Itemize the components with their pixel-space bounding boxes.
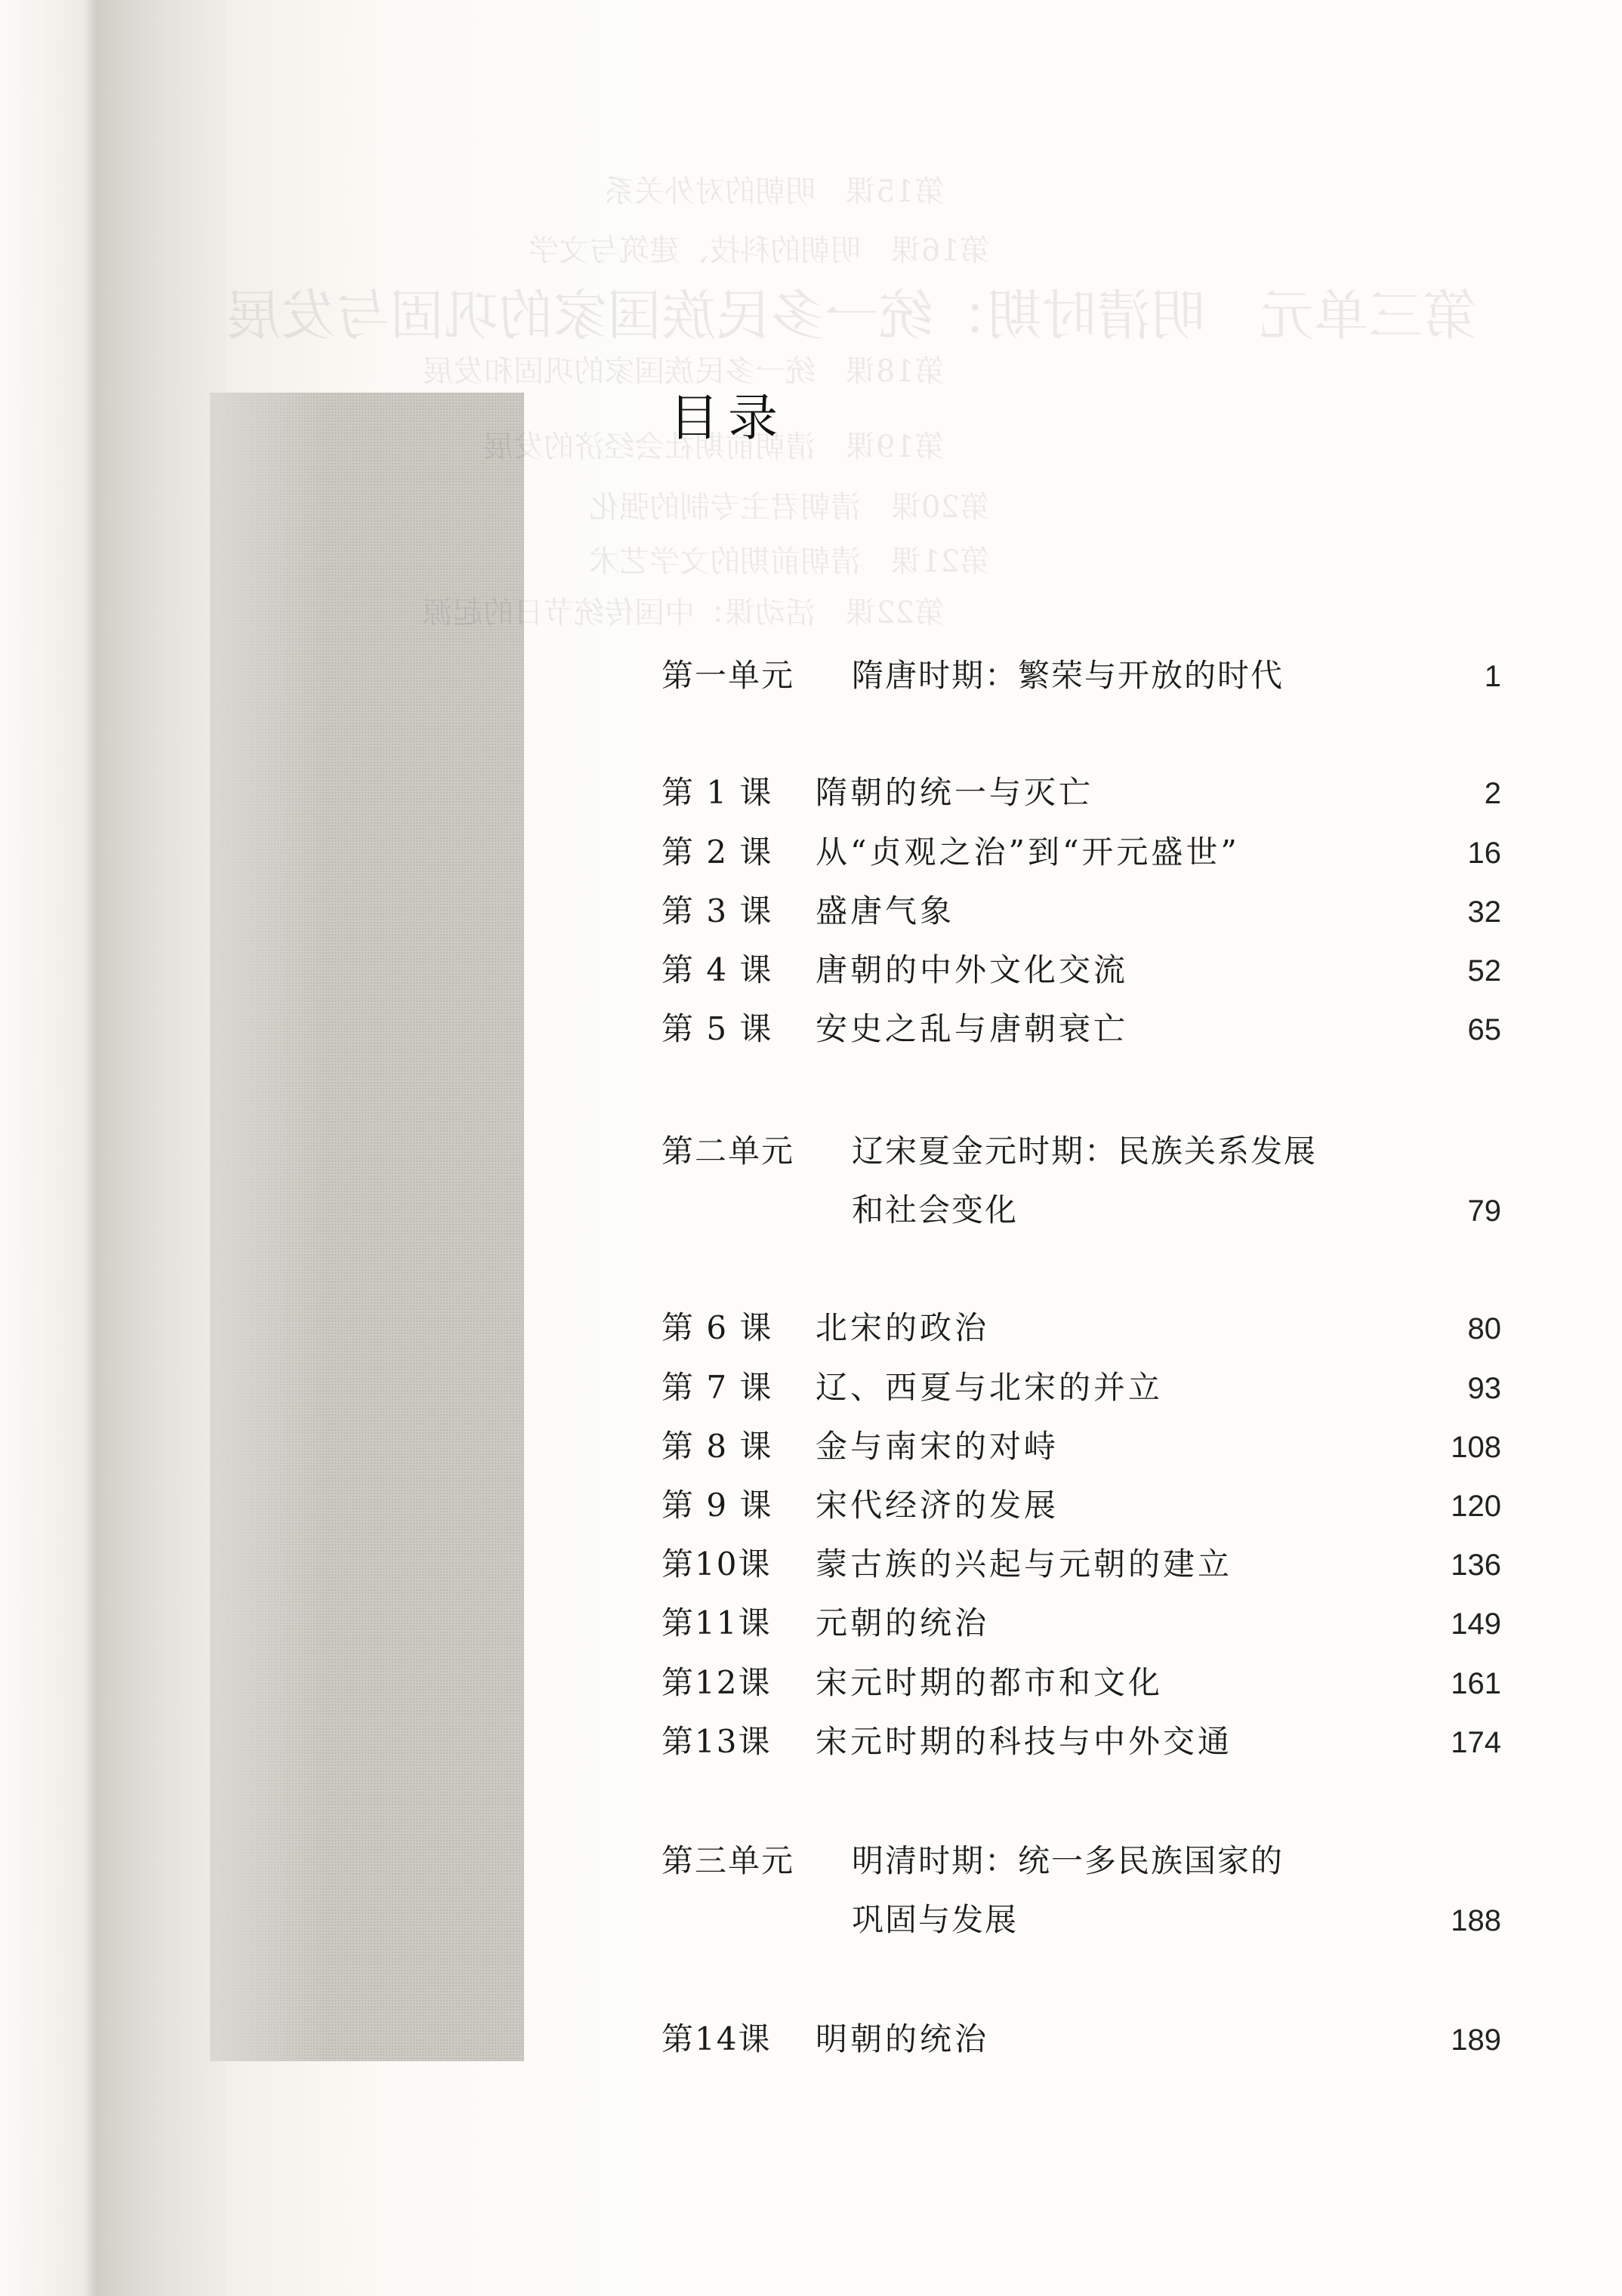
lesson-title: 辽、西夏与北宋的并立 [816,1369,1164,1406]
page-number: 149 [1451,1607,1501,1641]
toc-lesson-entry[interactable] [661,1658,1501,1703]
bleed-line: 第16课 明朝的科技、建筑与文学 [529,233,990,268]
lesson-label: 第11课 [661,1604,772,1641]
lesson-title: 北宋的政治 [816,1309,990,1346]
lesson-label: 第 6 课 [661,1309,773,1346]
toc-lesson-entry[interactable] [661,1004,1501,1049]
lesson-label: 第 4 课 [661,951,773,988]
lesson-label: 第 1 课 [661,774,773,811]
toc-unit-entry-continued[interactable] [661,1185,1501,1231]
toc-lesson-entry[interactable] [661,1598,1501,1644]
unit-title-line2: 和社会变化 [852,1191,1019,1228]
bleed-line: 第22课 活动课：中国传统节日的起源 [423,596,945,630]
page-number: 32 [1467,895,1501,929]
bleed-line: 第18课 统一多民族国家的巩固和发展 [423,354,945,389]
lesson-label: 第 7 课 [661,1369,773,1406]
lesson-title: 隋朝的统一与灭亡 [816,774,1094,811]
page-number: 80 [1467,1312,1501,1345]
toc-unit-entry-continued[interactable] [661,1895,1501,1940]
page-number: 174 [1451,1726,1501,1759]
page-gutter-shadow [0,0,227,2296]
toc-lesson-entry[interactable] [661,2014,1501,2060]
lesson-label: 第12课 [661,1664,772,1701]
unit-label: 第一单元 [661,657,795,694]
lesson-title: 盛唐气象 [816,892,955,929]
toc-lesson-entry[interactable] [661,1363,1501,1408]
unit-label: 第二单元 [661,1133,795,1170]
page-number: 120 [1451,1490,1501,1523]
page-number: 79 [1467,1194,1501,1228]
lesson-title: 明朝的统治 [816,2020,990,2057]
toc-lesson-entry[interactable] [661,1422,1501,1467]
lesson-label: 第14课 [661,2020,772,2057]
page-number: 93 [1467,1372,1501,1405]
page-number: 161 [1451,1667,1501,1700]
bleed-line: 第21课 清朝前期的文学艺术 [589,544,990,579]
bleed-line: 第三单元 明清时期：统一多民族国家的巩固与发展 [227,284,1478,347]
lesson-label: 第 5 课 [661,1010,773,1047]
unit-label: 第三单元 [661,1842,795,1879]
page-number: 1 [1484,660,1501,693]
unit-title-line2: 巩固与发展 [852,1901,1019,1938]
lesson-label: 第 2 课 [661,834,773,871]
toc-lesson-entry[interactable] [661,1303,1501,1348]
toc-lesson-entry[interactable] [661,945,1501,991]
lesson-title: 蒙古族的兴起与元朝的建立 [816,1546,1233,1583]
page-title: 目录 [669,389,787,447]
toc-unit-entry[interactable] [661,1126,1501,1172]
page-number: 136 [1451,1549,1501,1582]
lesson-label: 第 8 课 [661,1428,773,1465]
lesson-title: 安史之乱与唐朝衰亡 [816,1010,1129,1047]
toc-lesson-entry[interactable] [661,827,1501,873]
page-number: 108 [1451,1431,1501,1464]
toc-unit-entry[interactable] [661,651,1501,696]
page-number: 189 [1451,2023,1501,2057]
bleed-line: 第20课 清朝君主专制的强化 [589,490,990,525]
toc-lesson-entry[interactable] [661,768,1501,813]
toc-lesson-entry[interactable] [661,1539,1501,1585]
lesson-title: 从“贞观之治”到“开元盛世” [816,834,1240,871]
toc-lesson-entry[interactable] [661,1717,1501,1762]
toc-unit-entry[interactable] [661,1836,1501,1881]
page-number: 52 [1467,954,1501,988]
lesson-label: 第13课 [661,1723,772,1760]
lesson-title: 金与南宋的对峙 [816,1428,1059,1465]
unit-title: 辽宋夏金元时期：民族关系发展 [852,1133,1318,1170]
lesson-title: 宋代经济的发展 [816,1487,1059,1524]
lesson-title: 宋元时期的科技与中外交通 [816,1723,1233,1760]
lesson-label: 第10课 [661,1546,772,1583]
bleed-line: 第19课 清朝前期社会经济的发展 [483,430,945,464]
toc-lesson-entry[interactable] [661,886,1501,932]
lesson-label: 第 3 课 [661,892,773,929]
unit-title: 明清时期：统一多民族国家的 [852,1842,1284,1879]
page-number: 65 [1467,1013,1501,1046]
lesson-title: 元朝的统治 [816,1604,990,1641]
page-number: 16 [1467,837,1501,870]
bleed-line: 第15课 明朝的对外关系 [604,174,945,209]
page-number: 188 [1451,1904,1501,1937]
toc-lesson-entry[interactable] [661,1481,1501,1526]
decorative-grey-panel [210,393,524,2061]
lesson-label: 第 9 课 [661,1487,773,1524]
page-number: 2 [1484,777,1501,810]
lesson-title: 唐朝的中外文化交流 [816,951,1129,988]
lesson-title: 宋元时期的都市和文化 [816,1664,1164,1701]
unit-title: 隋唐时期：繁荣与开放的时代 [852,657,1284,694]
